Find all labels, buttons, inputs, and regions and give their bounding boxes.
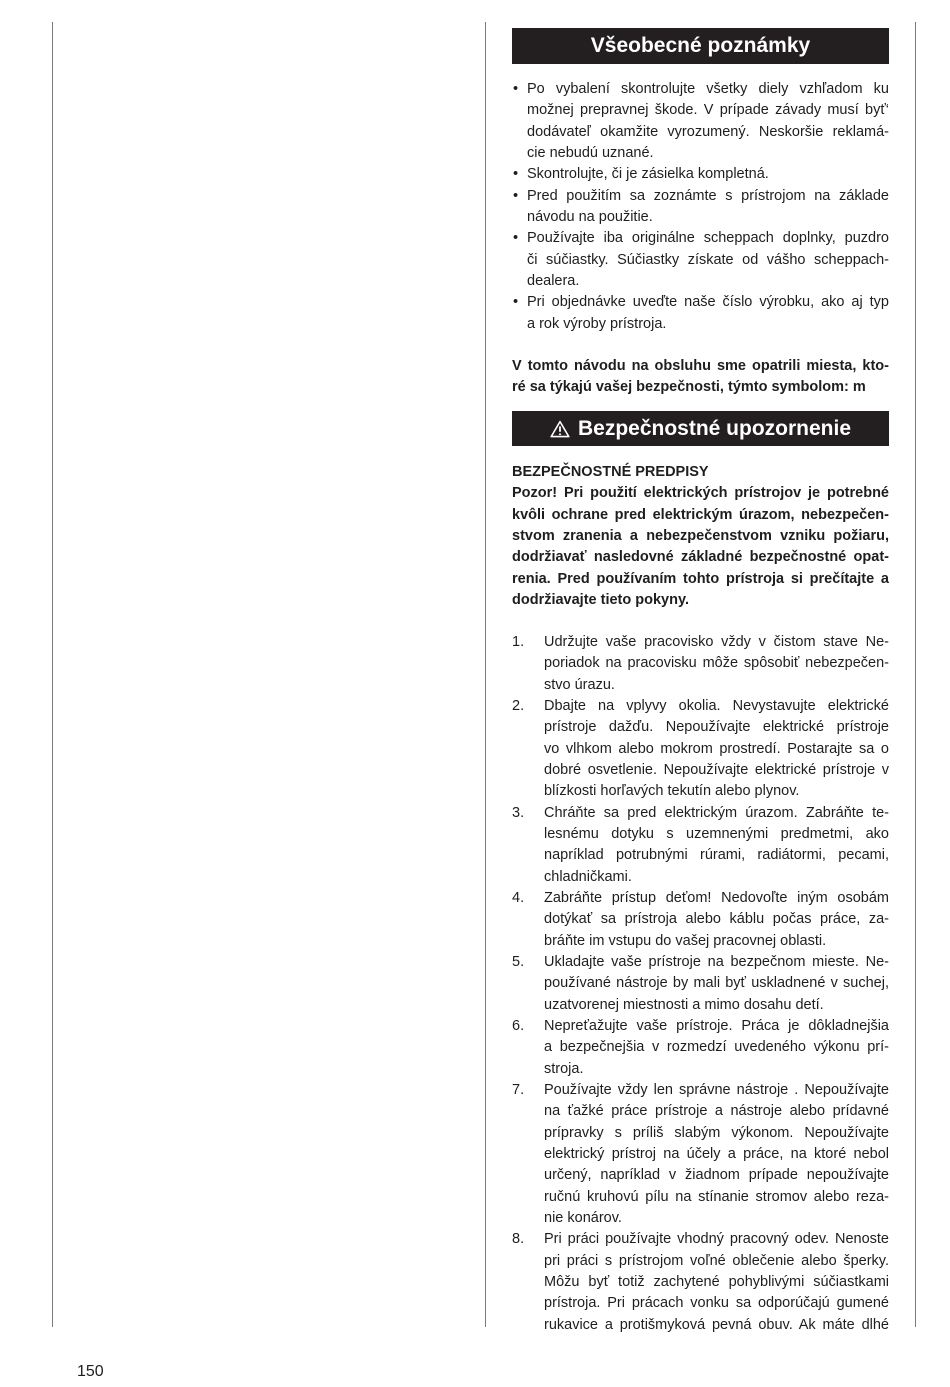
rule-number: 1. bbox=[512, 634, 525, 650]
note-line: dealera. bbox=[527, 272, 580, 289]
note-bullet-item bbox=[512, 228, 889, 292]
note-line: Skontrolujte, či je zásielka kompletná. bbox=[527, 166, 769, 183]
rule-line: poriadok na pracovisku môže spôsobiť nebezpečen- bbox=[544, 655, 889, 672]
rule-line: dotýkať sa prístroja alebo káblu počas práce, za- bbox=[544, 911, 889, 928]
safety-rule-item bbox=[512, 632, 889, 696]
safety-rule-item bbox=[512, 1016, 889, 1080]
safety-intro-line: kvôli ochrane pred elektrickým úrazom, nebezpečen- bbox=[512, 506, 889, 523]
rule-line: Používajte vždy len správne nástroje . Nepoužívajte bbox=[544, 1081, 889, 1098]
rule-line: na ťažké práce prístroje a nástroje alebo prídavné bbox=[544, 1103, 889, 1120]
rule-line: Dbajte na vplyvy okolia. Nevystavujte elektrické bbox=[544, 697, 889, 714]
rule-line: Udržujte vaše pracovisko vždy v čistom stave Ne- bbox=[544, 634, 889, 650]
rule-line: Nepreťažujte vaše prístroje. Práca je dôkladnejšia bbox=[544, 1017, 889, 1034]
safety-warning-header bbox=[512, 411, 889, 446]
rule-line: používané nástroje by mali byť uskladnené v suchej, bbox=[544, 975, 889, 992]
bullet-marker: • bbox=[513, 166, 519, 183]
safety-rules-list bbox=[512, 632, 889, 1336]
note-line: cie nebudú uznané. bbox=[527, 144, 654, 161]
note-line: Po vybalení skontrolujte všetky diely vzhľadom ku bbox=[527, 81, 889, 97]
rule-line: lesnému dotyku s uzemnenými predmetmi, ako bbox=[544, 825, 889, 842]
rule-line: dobré osvetlenie. Nepoužívajte elektrické prístroje v bbox=[544, 761, 889, 778]
column-rule-middle bbox=[485, 22, 486, 1327]
rule-line: a bezpečnejšia v rozmedzí uvedeného výkonu prí- bbox=[544, 1039, 889, 1056]
note-line: návodu na použitie. bbox=[527, 208, 653, 225]
safety-intro-line: stvom zranenia a nebezpečenstvom vzniku požiaru, bbox=[512, 527, 889, 544]
rule-line: vo vlhkom alebo mokrom prostredí. Postarajte sa o bbox=[544, 740, 889, 757]
safety-rule-item bbox=[512, 1080, 889, 1229]
rule-number: 6. bbox=[512, 1017, 525, 1034]
page-number: 150 bbox=[77, 1363, 104, 1380]
rule-line: prístroja. Pri prácach vonku sa odporúčajú gumené bbox=[544, 1295, 889, 1312]
safety-symbol-note bbox=[512, 356, 889, 399]
note-bullet-item bbox=[512, 164, 889, 185]
column-rule-left bbox=[52, 22, 53, 1327]
rule-line: Chráňte sa pred elektrickým úrazom. Zabráňte te- bbox=[544, 804, 889, 821]
safety-intro-line: renia. Pred používaním tohto prístroja si prečítajte a bbox=[512, 570, 889, 587]
safety-rule-item bbox=[512, 888, 889, 952]
safety-rule-item bbox=[512, 952, 889, 1016]
rule-line: stvo úrazu. bbox=[544, 676, 615, 693]
note-bullet-item bbox=[512, 79, 889, 164]
note-line: Používajte iba originálne scheppach doplnky, puzdro bbox=[527, 230, 889, 247]
rule-line: prístroje dažďu. Nepoužívajte elektrické prístroje bbox=[544, 719, 889, 736]
safety-intro-line: dodržiavajte tieto pokyny. bbox=[512, 591, 689, 608]
safety-regulations-heading: BEZPEČNOSTNÉ PREDPISY bbox=[512, 464, 709, 480]
safety-rule-item bbox=[512, 696, 889, 803]
note-line: Pri objednávke uveďte naše číslo výrobku, ako aj typ bbox=[527, 294, 889, 311]
note-bullet-item bbox=[512, 292, 889, 335]
rule-line: elektrický prístroj na účely a práce, na ktoré nebol bbox=[544, 1145, 889, 1162]
rule-number: 3. bbox=[512, 804, 525, 821]
rule-line: Pri práci používajte vhodný pracovný odev. Nenoste bbox=[544, 1231, 889, 1248]
note-line: a rok výroby prístroja. bbox=[527, 315, 667, 332]
rule-number: 7. bbox=[512, 1081, 525, 1098]
warning-triangle-icon bbox=[550, 420, 570, 438]
general-notes-title: Všeobecné poznámky bbox=[590, 34, 811, 57]
rule-number: 4. bbox=[512, 889, 525, 906]
note-line: možnej prepravnej škode. V prípade závady musí byť‘ bbox=[527, 102, 889, 119]
note-line: dodávateľ okamžite vyrozumený. Neskoršie reklamá- bbox=[527, 123, 889, 140]
rule-line: Ukladajte vaše prístroje na bezpečnom mieste. Ne- bbox=[544, 953, 889, 970]
symbol-note-line: ré sa týkajú vašej bezpečnosti, týmto symbolom: m bbox=[512, 379, 866, 396]
rule-line: nie konárov. bbox=[544, 1209, 622, 1226]
note-line: Pred použitím sa zoznámte s prístrojom na základe bbox=[527, 187, 889, 204]
rule-line: pri práci s prístrojom voľné oblečenie alebo šperky. bbox=[544, 1252, 889, 1269]
bullet-marker: • bbox=[513, 187, 519, 204]
column-rule-right bbox=[915, 22, 916, 1327]
symbol-note-line: V tomto návodu na obsluhu sme opatrili miesta, kto- bbox=[512, 358, 889, 374]
safety-intro-line: Pozor! Pri použití elektrických prístrojov je potrebné bbox=[512, 485, 889, 502]
rule-number: 8. bbox=[512, 1231, 525, 1248]
rule-line: stroja. bbox=[544, 1060, 584, 1077]
rule-line: napríklad potrubnými rúrami, radiátormi, pecami, bbox=[544, 847, 889, 864]
rule-number: 5. bbox=[512, 953, 525, 970]
rule-line: prípravky s príliš slabým výkonom. Nepoužívajte bbox=[544, 1124, 889, 1141]
bullet-marker: • bbox=[513, 81, 519, 97]
note-bullet-item bbox=[512, 186, 889, 229]
bullet-marker: • bbox=[513, 230, 519, 247]
safety-intro bbox=[512, 462, 889, 611]
general-notes-list bbox=[512, 79, 889, 335]
safety-rule-item bbox=[512, 1229, 889, 1336]
rule-line: Môžu byť totiž zachytené pohyblivými súčiastkami bbox=[544, 1273, 889, 1290]
rule-line: chladničkami. bbox=[544, 868, 632, 885]
rule-number: 2. bbox=[512, 697, 525, 714]
rule-line: uzatvorenej miestnosti a mimo dosahu detí. bbox=[544, 996, 824, 1013]
safety-warning-title: Bezpečnostné upozornenie bbox=[577, 416, 852, 440]
safety-rule-item bbox=[512, 803, 889, 888]
rule-line: Zabráňte prístup deťom! Nedovoľte iným osobám bbox=[544, 889, 889, 906]
general-notes-header bbox=[512, 28, 889, 64]
rule-line: blízkosti horľavých tekutín alebo plynov. bbox=[544, 783, 800, 800]
note-line: či súčiastky. Súčiastky získate od vášho scheppach- bbox=[527, 251, 889, 268]
safety-intro-line: dodržiavať nasledovné základné bezpečnostné opat- bbox=[512, 549, 889, 566]
rule-line: rukavice a protišmyková pevná obuv. Ak máte dlhé bbox=[544, 1316, 889, 1333]
rule-line: ručnú kruhovú pílu na stínanie stromov alebo reza- bbox=[544, 1188, 889, 1205]
bullet-marker: • bbox=[513, 294, 519, 311]
rule-line: bráňte im vstupu do vašej pracovnej oblasti. bbox=[544, 932, 827, 949]
rule-line: určený, napríklad v žiadnom prípade nepoužívajte bbox=[544, 1167, 889, 1184]
